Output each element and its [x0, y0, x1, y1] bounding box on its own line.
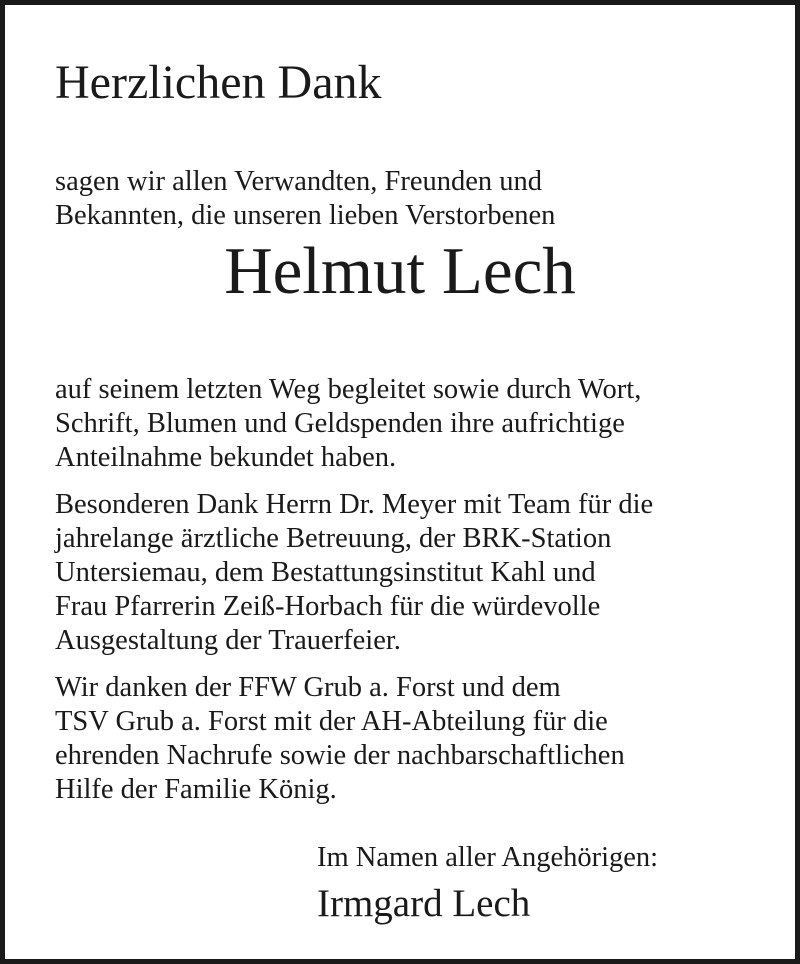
text-line: Hilfe der Familie König.	[55, 774, 337, 805]
text-line: TSV Grub a. Forst mit der AH-Abteilung für die	[55, 706, 608, 737]
text-line: Wir danken der FFW Grub a. Forst und dem	[55, 672, 561, 703]
text-line: ehrenden Nachrufe sowie der nachbarschaftlichen	[55, 740, 625, 771]
closing-line: Im Namen aller Angehörigen:	[317, 842, 659, 873]
text-line: sagen wir allen Verwandten, Freunden und	[55, 166, 543, 197]
text-line: Schrift, Blumen und Geldspenden ihre aufrichtige	[55, 408, 625, 439]
intro-paragraph	[55, 165, 555, 233]
notice-title: Herzlichen Dank	[55, 56, 382, 109]
text-line: Besonderen Dank Herrn Dr. Meyer mit Team für die	[55, 489, 654, 520]
deceased-name: Helmut Lech	[224, 234, 576, 308]
text-line: jahrelange ärztliche Betreuung, der BRK-Station	[55, 523, 612, 554]
text-line: auf seinem letzten Weg begleitet sowie durch Wort,	[55, 374, 642, 405]
text-line: Anteilnahme bekundet haben.	[55, 442, 397, 473]
thanks-paragraph-1	[55, 373, 641, 475]
text-line: Frau Pfarrerin Zeiß-Horbach für die würdevolle	[55, 591, 601, 622]
text-line: Bekannten, die unseren lieben Verstorbenen	[55, 200, 556, 231]
text-line: Untersiemau, dem Bestattungsinstitut Kahl und	[55, 557, 596, 588]
thanks-paragraph-3	[55, 671, 625, 807]
signer-name: Irmgard Lech	[317, 882, 531, 925]
text-line: Ausgestaltung der Trauerfeier.	[55, 625, 401, 656]
thanks-paragraph-2	[55, 488, 653, 658]
